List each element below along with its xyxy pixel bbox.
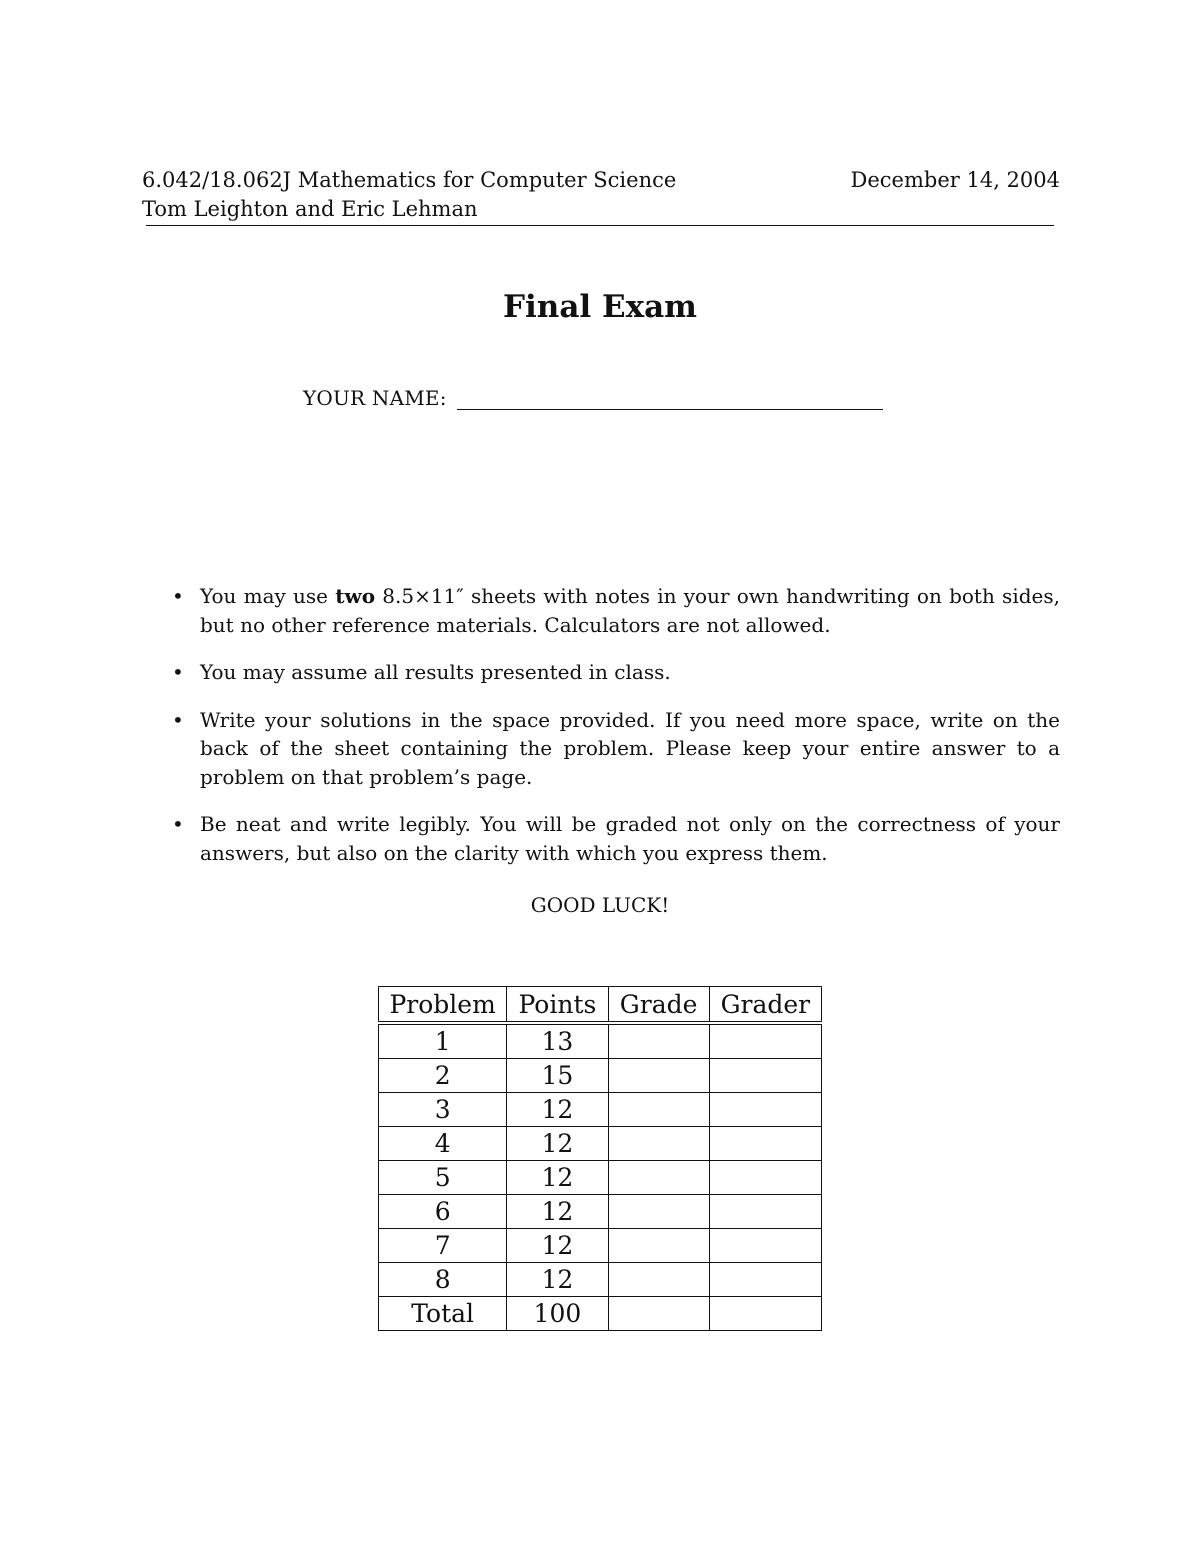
problem-cell: 4 — [379, 1127, 507, 1161]
course-header — [142, 166, 1060, 224]
grader-cell[interactable] — [709, 1127, 821, 1161]
grader-cell[interactable] — [709, 1229, 821, 1263]
exam-date: December 14, 2004 — [850, 168, 1060, 192]
instruction-item: • You may use two 8.5×11″ sheets with notes in your own handwriting on both sides, but no other reference materials. Calculators are not allowed. — [172, 584, 1060, 637]
points-cell: 15 — [507, 1059, 608, 1093]
name-field — [303, 386, 883, 410]
points-cell: 12 — [507, 1161, 608, 1195]
table-row — [379, 1093, 822, 1127]
problem-cell: 1 — [379, 1023, 507, 1059]
bullet-icon: • — [172, 812, 184, 836]
grader-cell[interactable] — [709, 1263, 821, 1297]
header-points: Points — [507, 987, 608, 1024]
problem-cell: 3 — [379, 1093, 507, 1127]
course-title: 6.042/18.062J Mathematics for Computer Science — [142, 168, 677, 192]
grade-cell[interactable] — [608, 1023, 709, 1059]
points-cell: 12 — [507, 1127, 608, 1161]
instruction-item: • You may assume all results presented in class. — [172, 658, 1060, 687]
points-cell: 12 — [507, 1263, 608, 1297]
bullet-icon: • — [172, 660, 184, 684]
table-header-row — [379, 987, 822, 1024]
points-cell: 12 — [507, 1195, 608, 1229]
points-cell: 100 — [507, 1297, 608, 1331]
grade-cell[interactable] — [608, 1093, 709, 1127]
name-label: YOUR NAME: — [303, 386, 447, 410]
problem-cell: 6 — [379, 1195, 507, 1229]
grader-cell[interactable] — [709, 1297, 821, 1331]
grader-cell[interactable] — [709, 1023, 821, 1059]
grade-cell[interactable] — [608, 1127, 709, 1161]
instructors: Tom Leighton and Eric Lehman — [142, 197, 478, 221]
grade-cell[interactable] — [608, 1229, 709, 1263]
header-grade: Grade — [608, 987, 709, 1024]
grader-cell[interactable] — [709, 1161, 821, 1195]
problem-cell: 5 — [379, 1161, 507, 1195]
grade-table — [378, 986, 822, 1331]
problem-cell: 2 — [379, 1059, 507, 1093]
problem-cell: 8 — [379, 1263, 507, 1297]
problem-cell: Total — [379, 1297, 507, 1331]
grade-cell[interactable] — [608, 1263, 709, 1297]
table-row — [379, 1195, 822, 1229]
problem-cell: 7 — [379, 1229, 507, 1263]
grader-cell[interactable] — [709, 1059, 821, 1093]
table-row — [379, 1023, 822, 1059]
grade-cell[interactable] — [608, 1161, 709, 1195]
table-row — [379, 1059, 822, 1093]
points-cell: 12 — [507, 1093, 608, 1127]
instruction-item: • Be neat and write legibly. You will be graded not only on the correctness of your answers, but also on the clarity with which you express them. — [172, 812, 1060, 865]
grader-cell[interactable] — [709, 1195, 821, 1229]
header-top-row — [142, 166, 1060, 195]
grade-cell[interactable] — [608, 1297, 709, 1331]
table-row — [379, 1229, 822, 1263]
name-input-line[interactable] — [457, 387, 883, 410]
header-divider — [146, 225, 1054, 226]
header-problem: Problem — [379, 987, 507, 1024]
page-title: Final Exam — [503, 289, 697, 325]
table-row — [379, 1161, 822, 1195]
grade-cell[interactable] — [608, 1195, 709, 1229]
bullet-icon: • — [172, 707, 184, 732]
table-row — [379, 1263, 822, 1297]
closing-message: GOOD LUCK! — [530, 893, 670, 917]
emphasis-text: two — [335, 584, 376, 608]
points-cell: 12 — [507, 1229, 608, 1263]
instruction-item: • Write your solutions in the space provided. If you need more space, write on the back of the sheet containing the problem. Please keep your entire answer to a problem on that problem’s page. — [172, 707, 1060, 789]
points-cell: 13 — [507, 1023, 608, 1059]
grader-cell[interactable] — [709, 1093, 821, 1127]
grade-cell[interactable] — [608, 1059, 709, 1093]
instructions-list — [172, 582, 1060, 886]
bullet-icon: • — [172, 584, 184, 608]
table-row-total — [379, 1297, 822, 1331]
table-row — [379, 1127, 822, 1161]
header-grader: Grader — [709, 987, 821, 1024]
